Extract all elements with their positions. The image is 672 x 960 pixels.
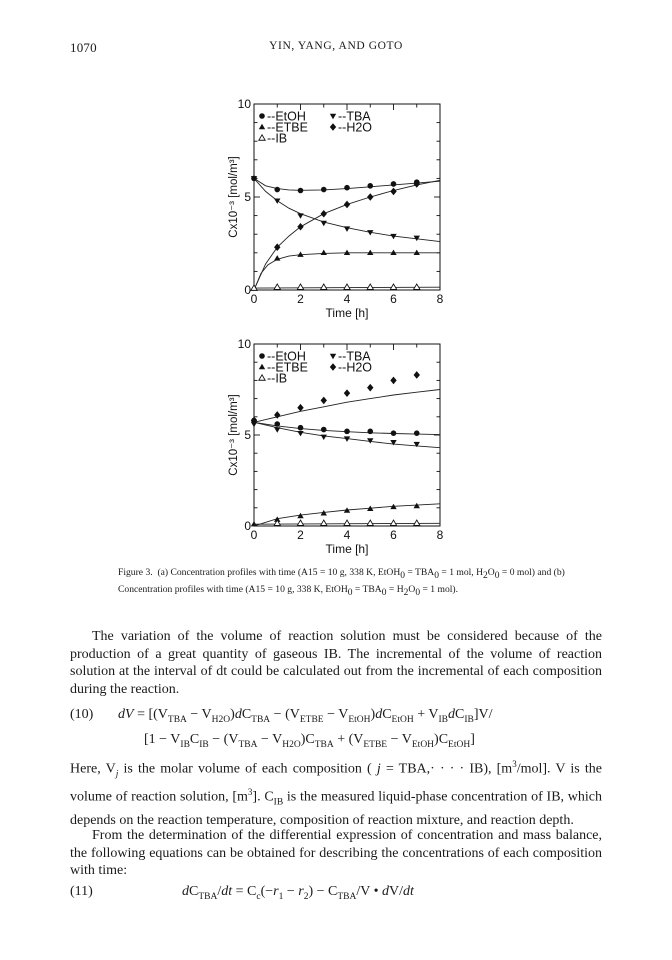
legend	[259, 110, 373, 146]
legend-marker	[259, 364, 265, 369]
data-point-tba	[274, 427, 280, 432]
y-tick-label: 0	[244, 283, 251, 297]
data-point-etbe	[344, 250, 350, 255]
legend-marker	[259, 124, 265, 129]
legend-label: --ETBE	[267, 120, 308, 135]
data-point-h2o	[344, 389, 350, 397]
y-tick-label: 5	[244, 190, 251, 204]
data-point-etoh	[274, 187, 280, 193]
legend	[259, 350, 373, 386]
data-point-etbe	[274, 255, 280, 260]
legend-label: --EtOH	[267, 349, 306, 364]
x-tick-label: 8	[436, 528, 444, 542]
legend-marker	[259, 135, 265, 140]
legend-marker	[330, 123, 336, 131]
x-tick-label: 4	[343, 528, 351, 542]
y-tick-label: 10	[237, 97, 251, 111]
data-point-h2o	[297, 404, 303, 412]
data-point-tba	[344, 226, 350, 231]
chart-panel-a	[228, 97, 444, 320]
data-point-tba	[274, 198, 280, 203]
legend-marker	[330, 354, 336, 359]
data-point-ib	[297, 284, 303, 289]
x-tick-label: 4	[343, 292, 351, 306]
data-point-tba	[321, 221, 327, 226]
legend-label: --IB	[267, 371, 288, 386]
paragraph-differential: From the determination of the differential expression of concentration and mass balance, the following equations can be obtained for describing the concentrations of each composition with time:	[70, 828, 602, 878]
data-point-ib	[367, 520, 373, 525]
equation-10-line1: dV = $[(V_{TBA} - V_{H2O})dC_{TBA} - (V_{ETBE} - V_{EtOH})dC_{EtOH} + V_{IB}dC_{IB}]V/$	[118, 707, 493, 725]
y-tick-label: 0	[244, 519, 251, 533]
figure-caption: Figure 3. (a) Concentration profiles with time (A15 = 10 g, 338 K, EtOH$_0$ = $TBA_0 = 1$ mol, $H_2O_0 = 0$ mol) and (b) Concentration profiles with time (A15 = 10 g, 338 K, EtOH$_0$ = $TBA_0 = H_2O_0 = 1$ mol).	[118, 567, 565, 598]
x-tick-label: 0	[250, 528, 258, 542]
equation-11: $dC_{TBA}/dt = C_c(-r_1 - r_2) - C_{TBA}/V$ • dV/dt	[182, 884, 414, 902]
data-point-etoh	[321, 187, 327, 193]
chart-panel-b	[228, 337, 444, 556]
data-point-etoh	[344, 185, 350, 191]
data-point-tba	[297, 213, 303, 218]
data-point-ib	[390, 284, 396, 289]
legend-label: --IB	[267, 131, 288, 146]
legend-label: --H2O	[338, 360, 373, 375]
x-tick-label: 6	[390, 528, 397, 542]
data-point-etbe	[321, 250, 327, 255]
data-point-etbe	[414, 250, 420, 255]
data-point-ib	[344, 520, 350, 525]
legend-marker	[330, 363, 336, 371]
x-tick-label: 0	[250, 292, 258, 306]
data-point-ib	[321, 520, 327, 525]
x-axis-label: Time [h]	[325, 306, 369, 320]
data-point-h2o	[390, 188, 396, 196]
legend-marker	[330, 114, 336, 119]
data-point-ib	[414, 284, 420, 289]
paragraph-volume-variation: The variation of the volume of reaction solution must be considered because of the production of a great quantity of gaseous IB. The incremental of the volume of reaction solution at the interval of dt could be calculated out from the incremental of each composition during the reaction.	[70, 629, 602, 697]
y-axis-label: Cx10⁻³ [mol/m³]	[228, 156, 240, 238]
data-point-h2o	[321, 397, 327, 405]
data-point-h2o	[344, 201, 350, 209]
page-number: 1070	[70, 40, 97, 55]
data-point-ib	[414, 520, 420, 525]
data-point-ib	[390, 520, 396, 525]
data-point-etoh	[344, 429, 350, 435]
x-tick-label: 8	[436, 292, 444, 306]
paragraph-molar-volume: Here, $V_j$ is the molar volume of each composition ( j = TBA,· · · · IB), $[m^3/mol]$. V is the volume of reaction solution, $[m^3]$. $C_{IB}$ is the measured liquid-phase concentration of IB, which depends on the reaction temperature, composition of reaction mixture, and reaction depth.	[70, 759, 602, 828]
legend-label: --EtOH	[267, 109, 306, 124]
x-tick-label: 2	[297, 292, 304, 306]
data-point-tba	[321, 435, 327, 440]
legend-label: --ETBE	[267, 360, 308, 375]
data-point-h2o	[414, 371, 420, 379]
y-tick-label: 10	[237, 337, 251, 351]
data-point-tba	[297, 431, 303, 436]
data-point-etoh	[414, 430, 420, 436]
data-point-etoh	[274, 421, 280, 427]
data-point-etoh	[367, 183, 373, 189]
data-point-etoh	[367, 429, 373, 435]
data-point-h2o	[367, 384, 373, 392]
equation-10-line2: $[1 - V_{IB}C_{IB} - (V_{TBA} - V_{H2O})C_{TBA} + (V_{ETBE} - V_{EtOH})C_{EtOH}]$	[144, 732, 475, 750]
legend-label: --TBA	[338, 109, 371, 124]
data-point-etbe	[251, 521, 257, 526]
data-point-h2o	[367, 193, 373, 201]
data-point-ib	[367, 284, 373, 289]
y-tick-label: 5	[244, 428, 251, 442]
x-tick-label: 6	[390, 292, 397, 306]
data-point-etoh	[298, 425, 304, 431]
data-point-etoh	[321, 427, 327, 433]
x-tick-label: 2	[297, 528, 304, 542]
legend-marker	[259, 375, 265, 380]
data-point-h2o	[390, 377, 396, 385]
fit-line-h2o	[254, 180, 440, 290]
data-point-ib	[344, 284, 350, 289]
legend-label: --TBA	[338, 349, 371, 364]
data-point-ib	[321, 284, 327, 289]
data-point-etbe	[390, 250, 396, 255]
data-point-etoh	[391, 430, 397, 436]
legend-label: --H2O	[338, 120, 373, 135]
y-axis-label: Cx10⁻³ [mol/m³]	[228, 394, 240, 476]
data-point-ib	[274, 284, 280, 289]
x-axis-label: Time [h]	[325, 542, 369, 556]
legend-marker	[259, 113, 265, 119]
data-point-ib	[297, 520, 303, 525]
running-head: YIN, YANG, AND GOTO	[269, 40, 403, 52]
legend-marker	[259, 353, 265, 359]
data-point-etbe	[367, 250, 373, 255]
data-point-h2o	[297, 223, 303, 231]
data-point-h2o	[321, 210, 327, 218]
data-point-etoh	[391, 181, 397, 187]
equation-11-number: (11)	[70, 884, 93, 899]
equation-10-number: (10)	[70, 707, 94, 722]
data-point-etoh	[298, 188, 304, 194]
